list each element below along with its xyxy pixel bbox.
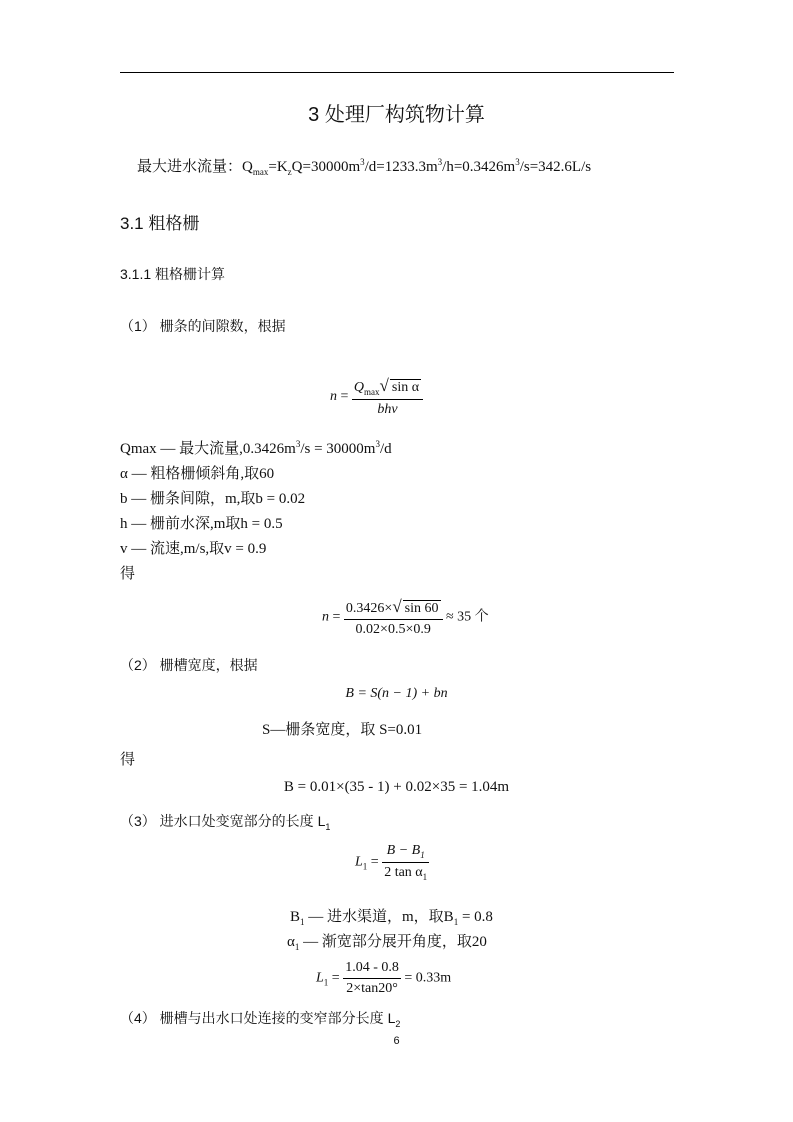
result-n-sqrt: sin 60	[404, 601, 439, 616]
step2-note: S—栅条宽度，取 S=0.01	[262, 722, 423, 738]
result-n-num: 0.3426×	[345, 601, 393, 616]
formula-n-q: Q	[353, 380, 365, 395]
page-number: 6	[393, 1035, 400, 1047]
formula-l1-lhs-sub: 1	[362, 861, 368, 872]
def-alpha: α — 粗格栅倾斜角,取60	[120, 466, 275, 482]
step1-label: （1） 栅条的间隙数，根据	[120, 318, 286, 334]
formula-n-q-sub: max	[364, 386, 380, 397]
result-l1-lhs-sub: 1	[323, 977, 329, 988]
formula-n-fraction	[352, 376, 423, 418]
formula-n-eq: =	[340, 389, 349, 405]
step2-label: （2） 栅槽宽度，根据	[120, 657, 258, 673]
flow-eq5: /s=342.6L/s	[519, 159, 592, 175]
result-l1-lhs: L	[316, 970, 324, 986]
flow-sup2: 3	[437, 157, 443, 167]
step1-definitions	[120, 432, 392, 587]
de-1: 得	[120, 566, 136, 582]
def-b1: $B_1$ — 进水渠道，m，取$B_1 = 0.8$	[290, 909, 493, 927]
formula-n-lhs: n	[330, 389, 337, 405]
formula-l1-fraction	[382, 843, 429, 882]
formula-l1-den-sub: 1	[422, 871, 428, 882]
section-heading: 3.1 粗格栅	[120, 214, 200, 233]
def-alpha1: $\alpha_1$ — 渐宽部分展开角度，取20	[287, 934, 487, 952]
result-b: B = 0.01×(35 - 1) + 0.02×35 = 1.04m	[283, 779, 510, 795]
result-l1-num: 1.04 - 0.8	[343, 960, 401, 979]
flow-eq3: /d=1233.3m	[364, 159, 438, 175]
de-2: 得	[120, 752, 136, 768]
flow-q-sub: max	[252, 167, 269, 177]
def-v: v — 流速,m/s,取v = 0.9	[120, 541, 267, 557]
sqrt-sign: √	[379, 376, 389, 395]
page-title: 3 处理厂构筑物计算	[308, 104, 485, 126]
flow-eq4: /h=0.3426m	[442, 159, 516, 175]
result-l1-eq: =	[331, 970, 340, 986]
result-l1-rhs: = 0.33m	[404, 970, 452, 986]
formula-l1-num: B − B	[386, 843, 421, 858]
max-flow-label: 最大进水流量：	[137, 158, 243, 175]
formula-b: B = S(n − 1) + bn	[345, 686, 448, 701]
formula-l1-den: 2 tan α	[384, 864, 423, 880]
formula-l1-lhs: L	[355, 854, 363, 870]
formula-l1-eq: =	[370, 854, 379, 870]
def-h: h — 栅前水深,m取h = 0.5	[120, 516, 283, 532]
flow-eq1: =K	[268, 159, 288, 175]
result-n-lhs: n	[322, 609, 329, 625]
formula-l1	[355, 843, 429, 882]
result-l1-fraction	[343, 960, 401, 997]
formula-n-den: bhv	[377, 401, 398, 417]
formula-n-sqrt: sin α	[391, 380, 420, 395]
result-n	[322, 597, 489, 638]
subsection-heading: 3.1.1 粗格栅计算	[120, 266, 226, 282]
max-flow-line	[137, 155, 591, 177]
formula-l1-num-sub: 1	[420, 849, 425, 860]
result-l1-den: 2×tan20°	[346, 981, 398, 996]
flow-sup3: 3	[515, 157, 520, 167]
result-n-approx: ≈ 35 个	[446, 609, 489, 625]
def-b: b — 栅条间隙，m,取b = 0.02	[120, 491, 306, 507]
def-qmax: Qmax — 最大流量$,0.3426m^3/s = 30000m^3/d$	[120, 439, 392, 457]
step4-label: （4） 栅槽与出水口处连接的变窄部分长度 $L_2$	[120, 1010, 401, 1029]
header-rule	[120, 72, 674, 73]
flow-sup1: 3	[360, 157, 365, 167]
result-n-den: 0.02×0.5×0.9	[355, 622, 431, 637]
sqrt-sign-2: √	[392, 597, 402, 616]
result-n-eq: =	[332, 609, 341, 625]
flow-k-sub: z	[287, 167, 292, 177]
result-l1	[316, 960, 451, 997]
flow-q: Q	[242, 159, 253, 175]
formula-n	[330, 376, 423, 418]
result-n-fraction	[344, 597, 443, 638]
flow-eq2: Q=30000m	[291, 159, 361, 175]
step3-label: （3） 进水口处变宽部分的长度 $L_1$	[120, 813, 331, 832]
